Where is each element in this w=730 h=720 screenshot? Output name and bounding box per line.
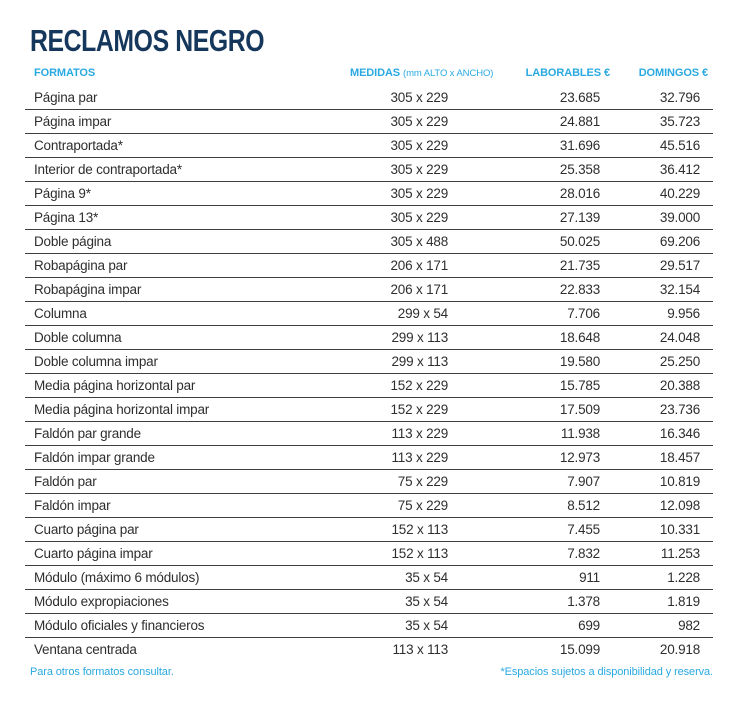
cell-formato: Media página horizontal impar <box>25 398 350 422</box>
table-row <box>25 398 713 422</box>
cell-laborables: 24.881 <box>482 110 610 134</box>
cell-domingos: 20.388 <box>610 374 713 398</box>
cell-medidas: 305 x 229 <box>350 206 482 230</box>
cell-laborables: 17.509 <box>482 398 610 422</box>
cell-formato: Cuarto página par <box>25 518 350 542</box>
cell-formato: Página 13* <box>25 206 350 230</box>
cell-formato: Robapágina par <box>25 254 350 278</box>
cell-medidas: 35 x 54 <box>350 590 482 614</box>
cell-domingos: 69.206 <box>610 230 713 254</box>
cell-medidas: 75 x 229 <box>350 470 482 494</box>
cell-laborables: 27.139 <box>482 206 610 230</box>
column-header-medidas-label: MEDIDAS <box>350 67 401 79</box>
table-row <box>25 566 713 590</box>
cell-domingos: 23.736 <box>610 398 713 422</box>
table-row <box>25 206 713 230</box>
table-row <box>25 494 713 518</box>
cell-medidas: 113 x 113 <box>392 642 448 657</box>
column-header-domingos: DOMINGOS € <box>638 67 708 79</box>
table-row <box>25 590 713 614</box>
cell-laborables: 7.907 <box>482 470 610 494</box>
cell-domingos: 9.956 <box>610 302 713 326</box>
cell-laborables: 7.706 <box>482 302 610 326</box>
table-row <box>25 374 713 398</box>
cell-laborables: 8.512 <box>482 494 610 518</box>
table-row <box>25 422 713 446</box>
cell-formato: Página 9* <box>25 182 350 206</box>
cell-domingos: 24.048 <box>610 326 713 350</box>
cell-medidas: 75 x 229 <box>350 494 482 518</box>
table-row <box>25 158 713 182</box>
cell-formato: Página impar <box>25 110 350 134</box>
cell-medidas: 305 x 488 <box>350 230 482 254</box>
cell-medidas: 299 x 54 <box>350 302 482 326</box>
cell-domingos: 982 <box>610 614 713 638</box>
cell-laborables: 7.455 <box>482 518 610 542</box>
cell-formato: Doble columna <box>25 326 350 350</box>
cell-medidas: 152 x 229 <box>350 374 482 398</box>
table-row <box>25 230 713 254</box>
column-header-medidas <box>350 60 494 86</box>
table-row <box>25 254 713 278</box>
header-row <box>25 60 713 86</box>
table-row <box>25 350 713 374</box>
table-row <box>25 470 713 494</box>
cell-formato: Cuarto página impar <box>25 542 350 566</box>
cell-formato: Faldón impar <box>25 494 350 518</box>
cell-domingos: 36.412 <box>610 158 713 182</box>
cell-laborables: 18.648 <box>482 326 610 350</box>
cell-medidas: 152 x 113 <box>350 518 482 542</box>
cell-laborables: 28.016 <box>482 182 610 206</box>
cell-domingos: 35.723 <box>610 110 713 134</box>
cell-laborables: 31.696 <box>482 134 610 158</box>
cell-formato: Doble página <box>25 230 350 254</box>
cell-laborables: 22.833 <box>482 278 610 302</box>
table-row <box>25 278 713 302</box>
cell-laborables: 699 <box>482 614 610 638</box>
table-row <box>25 182 713 206</box>
table-row <box>25 326 713 350</box>
cell-laborables: 21.735 <box>482 254 610 278</box>
cell-medidas: 152 x 229 <box>350 398 482 422</box>
cell-formato: Faldón par grande <box>25 422 350 446</box>
cell-formato: Doble columna impar <box>25 350 350 374</box>
cell-formato: Módulo oficiales y financieros <box>25 614 350 638</box>
cell-domingos: 16.346 <box>610 422 713 446</box>
cell-laborables: 23.685 <box>482 86 610 110</box>
cell-medidas: 305 x 229 <box>350 86 482 110</box>
column-header-laborables: LABORABLES € <box>525 67 610 79</box>
cell-domingos: 1.819 <box>610 590 713 614</box>
cell-domingos: 32.154 <box>610 278 713 302</box>
cell-medidas: 35 x 54 <box>350 566 482 590</box>
page-title: RECLAMOS NEGRO <box>30 23 265 58</box>
table-row <box>25 302 713 326</box>
cell-laborables: 7.832 <box>482 542 610 566</box>
cell-domingos: 39.000 <box>610 206 713 230</box>
table-row <box>25 110 713 134</box>
cell-formato: Módulo expropiaciones <box>25 590 350 614</box>
column-header-medidas-note: (mm ALTO x ANCHO) <box>403 68 494 79</box>
cell-medidas: 305 x 229 <box>350 134 482 158</box>
cell-domingos: 25.250 <box>610 350 713 374</box>
cell-domingos: 40.229 <box>610 182 713 206</box>
cell-formato: Columna <box>25 302 350 326</box>
cell-medidas: 152 x 113 <box>350 542 482 566</box>
cell-formato: Contraportada* <box>25 134 350 158</box>
table-row <box>25 518 713 542</box>
cell-domingos: 18.457 <box>610 446 713 470</box>
cell-formato: Página par <box>25 86 350 110</box>
footer <box>30 666 713 678</box>
cell-laborables: 911 <box>482 566 610 590</box>
cell-laborables: 50.025 <box>482 230 610 254</box>
cell-laborables: 15.099 <box>559 642 600 657</box>
cell-medidas: 305 x 229 <box>350 110 482 134</box>
cell-formato: Robapágina impar <box>25 278 350 302</box>
cell-formato: Módulo (máximo 6 módulos) <box>25 566 350 590</box>
table-row <box>25 614 713 638</box>
column-header-formatos: FORMATOS <box>34 67 96 79</box>
cell-medidas: 113 x 229 <box>350 422 482 446</box>
cell-laborables: 1.378 <box>482 590 610 614</box>
rates-table <box>25 60 713 661</box>
cell-formato: Faldón par <box>25 470 350 494</box>
footer-note-right: *Espacios sujetos a disponibilidad y reserva. <box>500 666 713 678</box>
cell-medidas: 35 x 54 <box>350 614 482 638</box>
cell-domingos: 10.331 <box>610 518 713 542</box>
cell-domingos: 32.796 <box>610 86 713 110</box>
cell-formato: Faldón impar grande <box>25 446 350 470</box>
cell-laborables: 11.938 <box>482 422 610 446</box>
cell-medidas: 206 x 171 <box>350 278 482 302</box>
cell-domingos: 10.819 <box>610 470 713 494</box>
cell-laborables: 12.973 <box>482 446 610 470</box>
footer-note-left: Para otros formatos consultar. <box>30 666 174 678</box>
cell-domingos: 12.098 <box>610 494 713 518</box>
table-row <box>25 446 713 470</box>
cell-medidas: 305 x 229 <box>350 158 482 182</box>
cell-domingos: 11.253 <box>610 542 713 566</box>
cell-medidas: 299 x 113 <box>350 326 482 350</box>
cell-medidas: 305 x 229 <box>350 182 482 206</box>
table-row <box>25 86 713 110</box>
cell-formato: Ventana centrada <box>34 642 137 657</box>
table-row <box>25 638 713 662</box>
cell-formato: Media página horizontal par <box>25 374 350 398</box>
cell-medidas: 299 x 113 <box>350 350 482 374</box>
cell-laborables: 25.358 <box>482 158 610 182</box>
cell-domingos: 45.516 <box>610 134 713 158</box>
cell-medidas: 206 x 171 <box>350 254 482 278</box>
cell-formato: Interior de contraportada* <box>25 158 350 182</box>
cell-laborables: 15.785 <box>482 374 610 398</box>
table-row <box>25 542 713 566</box>
cell-domingos: 29.517 <box>610 254 713 278</box>
cell-domingos: 20.918 <box>659 642 700 657</box>
cell-laborables: 19.580 <box>482 350 610 374</box>
table-row <box>25 134 713 158</box>
cell-domingos: 1.228 <box>610 566 713 590</box>
cell-medidas: 113 x 229 <box>350 446 482 470</box>
